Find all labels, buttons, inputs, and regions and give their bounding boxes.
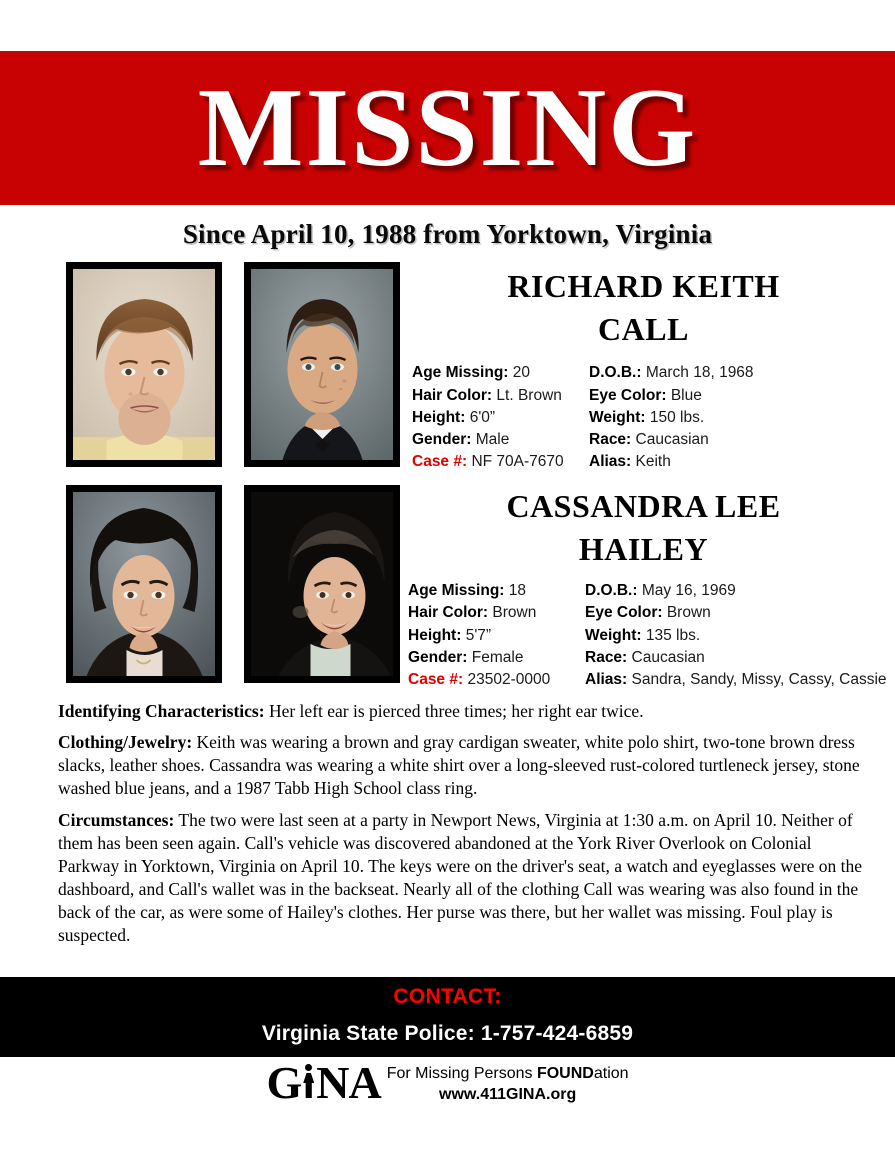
detail-value: 18 (508, 582, 527, 599)
tagline-part-1: For Missing Persons (386, 1065, 537, 1082)
detail-case-number (412, 451, 589, 473)
detail-label: Hair Color: (408, 604, 489, 622)
detail-label: Case #: (412, 453, 468, 471)
detail-value: Brown (666, 604, 711, 622)
detail-value: 150 lbs. (649, 408, 705, 426)
main-content (0, 250, 895, 692)
person-figure-icon (302, 1064, 315, 1098)
details-cassandra-hailey (400, 580, 887, 692)
detail-weight (589, 407, 887, 429)
gina-wordmark (266, 1057, 381, 1108)
detail-height (408, 625, 585, 647)
detail-eye-color (585, 602, 887, 624)
detail-label: Alias: (585, 671, 628, 689)
info-column (400, 262, 895, 692)
detail-value: Keith (635, 453, 671, 471)
detail-label: Height: (412, 408, 466, 426)
detail-value: 5'7” (465, 626, 492, 644)
detail-value: 6'0” (469, 408, 496, 426)
gina-letter-g: G (266, 1057, 302, 1108)
detail-label: Eye Color: (589, 386, 667, 404)
detail-weight (585, 625, 887, 647)
detail-gender (408, 647, 585, 669)
detail-value: NF 70A-7670 (471, 453, 564, 471)
clothing-jewelry-paragraph (58, 731, 873, 800)
detail-value: Female (471, 648, 524, 666)
detail-value: 23502-0000 (467, 671, 551, 689)
detail-value: Blue (670, 386, 702, 404)
missing-banner (0, 51, 895, 205)
gina-tagline-block (381, 1060, 629, 1104)
detail-value: March 18, 1968 (645, 364, 754, 382)
page-title: MISSING (197, 66, 698, 190)
photo-cassandra-hailey-2 (244, 485, 400, 683)
detail-label: Case #: (408, 671, 464, 689)
photo-column (0, 262, 400, 692)
detail-label: Gender: (408, 648, 468, 666)
identifying-characteristics-paragraph (58, 700, 873, 723)
photo-cassandra-hailey-1 (66, 485, 222, 683)
footer-logo-area (0, 1057, 895, 1108)
detail-value: Brown (492, 604, 537, 622)
detail-dob (589, 362, 887, 384)
detail-alias (589, 451, 887, 473)
detail-case-number (408, 669, 585, 691)
clothing-jewelry-label: Clothing/Jewelry: (58, 732, 193, 753)
person-name-richard-line1: RICHARD KEITH (507, 268, 780, 304)
detail-alias (585, 669, 887, 691)
photo-row-cassandra (66, 485, 400, 683)
detail-age-missing (408, 580, 585, 602)
top-margin (0, 0, 895, 51)
circumstances-text: The two were last seen at a party in Newport News, Virginia at 1:30 a.m. on April 10. Neither of them has been seen again. Call's vehicle was discovered abandoned at the York River Overlook on Colonial Parkway in Yorktown, Virginia on April 10. The keys were on the driver's seat, a watch and eyeglasses were on the dashboard, and Call's wallet was in the backseat. Nearly all of the clothing Call was wearing was also found in the back of the car, as were some of Hailey's clothes. Her purse was there, but her wallet was missing. Foul play is suspected. (58, 810, 863, 945)
detail-value: Male (475, 431, 510, 449)
detail-race (589, 429, 887, 451)
detail-value: 135 lbs. (645, 626, 701, 644)
person-name-cassandra-line2: HAILEY (578, 530, 709, 567)
circumstances-paragraph (58, 809, 873, 947)
tagline-part-2: ation (593, 1065, 629, 1082)
detail-label: Hair Color: (412, 386, 493, 404)
detail-value: 20 (512, 364, 531, 382)
detail-label: D.O.B.: (585, 582, 638, 599)
contact-phone-number[interactable]: Virginia State Police: 1-757-424-6859 (261, 1022, 634, 1045)
clothing-jewelry-text: Keith was wearing a brown and gray cardigan sweater, white polo shirt, two-tone brown dress slacks, leather shoes. Cassandra was wearing a white shirt over a long-sleeved rust-colored turtleneck jersey, stone washed blue jeans, and a 1987 Tabb High School class ring. (58, 732, 860, 799)
portrait-illustration (73, 269, 215, 460)
detail-label: Age Missing: (412, 364, 509, 382)
gina-letter-a: A (348, 1057, 381, 1108)
detail-label: Age Missing: (408, 582, 505, 599)
person-name-cassandra-line1: CASSANDRA LEE (506, 487, 781, 524)
detail-value: May 16, 1969 (641, 582, 736, 599)
since-subtitle: Since April 10, 1988 from Yorktown, Virginia (182, 219, 713, 249)
circumstances-label: Circumstances: (58, 810, 175, 831)
detail-label: D.O.B.: (589, 364, 642, 382)
contact-bar (0, 977, 895, 1057)
portrait-illustration (73, 492, 215, 676)
contact-label: CONTACT: (393, 985, 502, 1008)
gina-tagline (387, 1065, 629, 1083)
person-name-richard-line2: CALL (598, 311, 689, 348)
detail-label: Race: (589, 431, 632, 449)
detail-value: Caucasian (635, 431, 709, 449)
detail-label: Height: (408, 626, 462, 644)
detail-dob (585, 580, 887, 602)
detail-value: Sandra, Sandy, Missy, Cassy, Cassie (631, 671, 887, 689)
detail-label: Weight: (585, 626, 642, 644)
photo-richard-call-1 (66, 262, 222, 467)
detail-race (585, 647, 887, 669)
gina-logo[interactable] (266, 1057, 629, 1108)
detail-hair-color (408, 602, 585, 624)
details-richard-call (400, 362, 887, 474)
photo-richard-call-2 (244, 262, 400, 467)
tagline-found: FOUND (536, 1065, 594, 1082)
gina-letter-n: N (316, 1057, 349, 1108)
detail-label: Gender: (412, 431, 472, 449)
detail-value: Caucasian (631, 648, 705, 666)
detail-label: Race: (585, 648, 628, 666)
detail-gender (412, 429, 589, 451)
detail-hair-color (412, 385, 589, 407)
portrait-illustration (251, 492, 393, 676)
identifying-characteristics-text: Her left ear is pierced three times; her right ear twice. (264, 700, 644, 721)
portrait-illustration (251, 269, 393, 460)
narrative-section (0, 692, 895, 947)
detail-eye-color (589, 385, 887, 407)
identifying-characteristics-label: Identifying Characteristics: (58, 700, 265, 721)
detail-label: Eye Color: (585, 604, 663, 622)
detail-label: Alias: (589, 453, 632, 471)
gina-website[interactable]: www.411GINA.org (439, 1086, 577, 1103)
detail-age-missing (412, 362, 589, 384)
photo-row-richard (66, 262, 400, 467)
detail-label: Weight: (589, 408, 646, 426)
detail-height (412, 407, 589, 429)
detail-value: Lt. Brown (496, 386, 562, 404)
